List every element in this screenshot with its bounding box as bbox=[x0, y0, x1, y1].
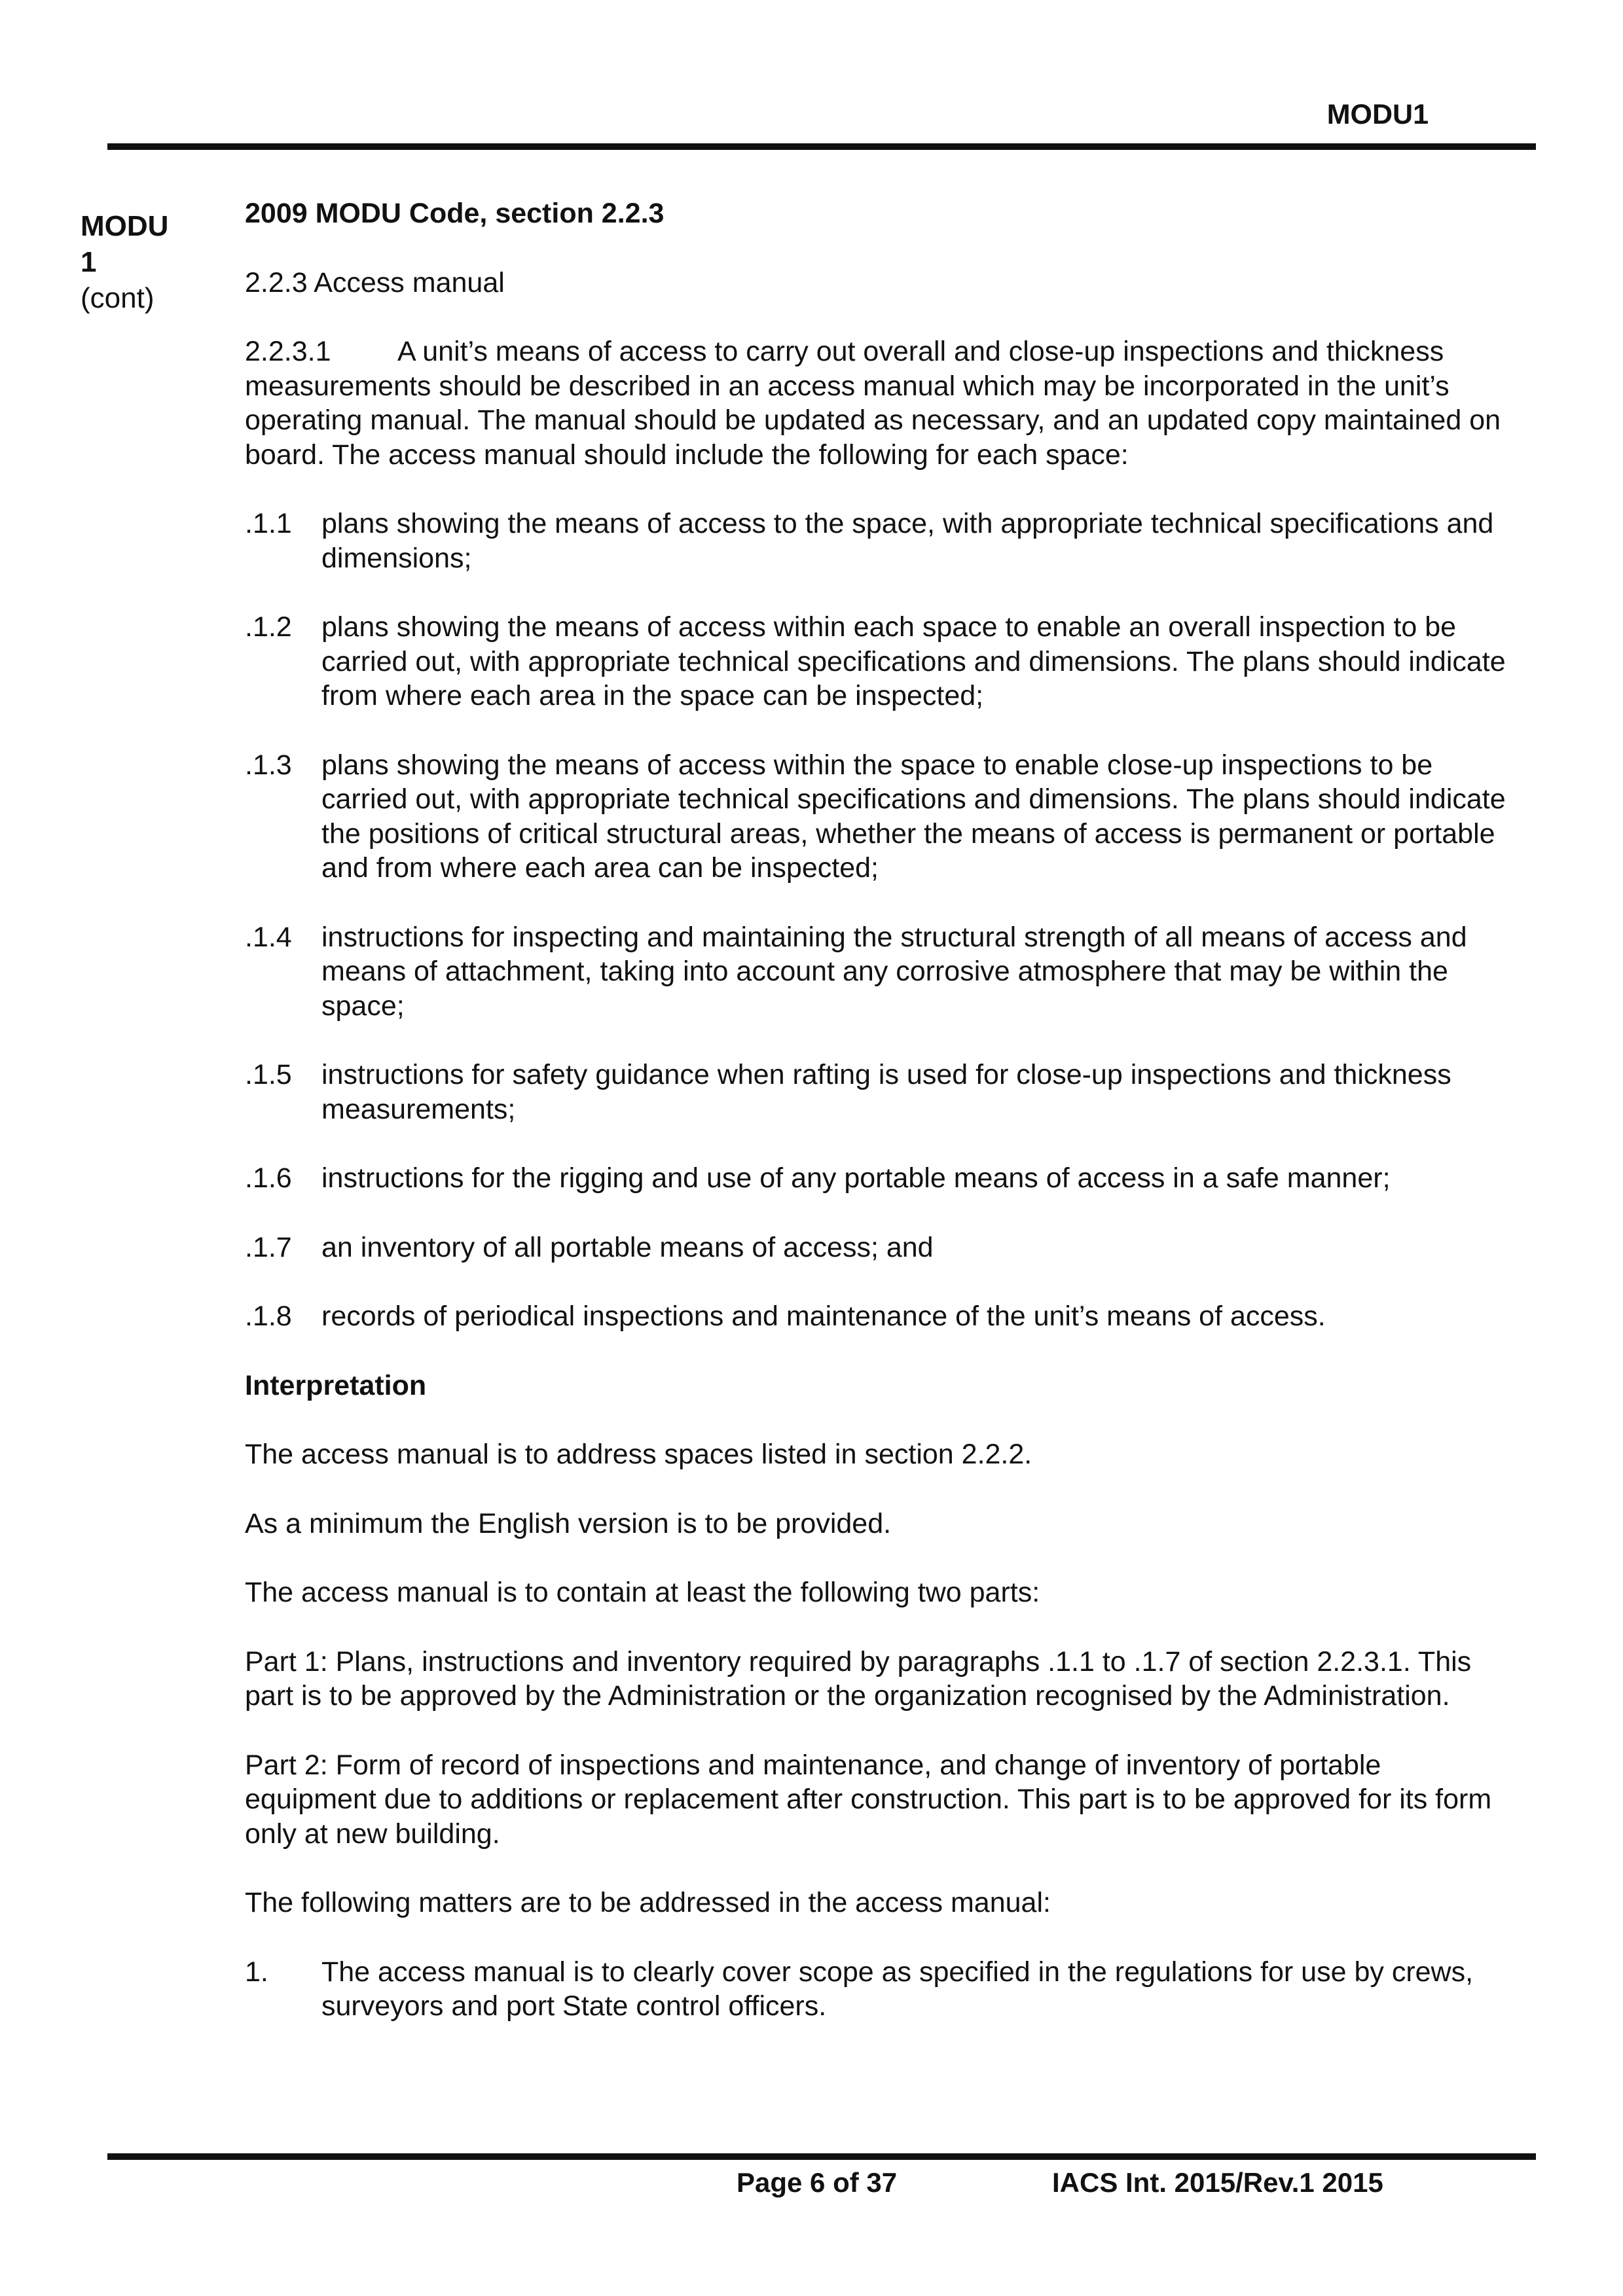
list-item bbox=[245, 507, 1508, 575]
list-item bbox=[245, 1230, 1508, 1265]
list-item-number: .1.4 bbox=[245, 921, 292, 953]
margin-note-line2: 1 bbox=[81, 246, 97, 278]
page-number: Page 6 of 37 bbox=[737, 2167, 898, 2198]
margin-note bbox=[81, 208, 185, 316]
margin-note-line1: MODU bbox=[81, 210, 169, 242]
main-paragraph-number: 2.2.3.1 bbox=[245, 336, 331, 367]
header-rule bbox=[107, 143, 1536, 150]
interpretation-paragraph: As a minimum the English version is to be provided. bbox=[245, 1507, 892, 1539]
margin-note-line3: (cont) bbox=[81, 282, 155, 314]
list-item-text: plans showing the means of access within each space to enable an overall inspection to be carried out, with appropriate technical specifications and dimensions. The plans should indicate from where each area in the space can be inspected; bbox=[321, 611, 1506, 711]
main-paragraph bbox=[245, 334, 1508, 472]
numbered-item-number: 1. bbox=[245, 1956, 268, 1988]
list-item-text: plans showing the means of access within the space to enable close-up inspections to be carried out, with appropriate technical specifications and dimensions. The plans should indicate the positions of critical structural areas, whether the means of access is permanent or portable and from where each area can be inspected; bbox=[321, 749, 1506, 884]
list-item-number: .1.8 bbox=[245, 1300, 292, 1332]
numbered-item-text: The access manual is to clearly cover scope as specified in the regulations for use by crews, surveyors and port State control officers. bbox=[321, 1956, 1474, 2022]
numbered-item bbox=[245, 1955, 1508, 2024]
list-item bbox=[245, 748, 1508, 886]
main-paragraph-text: A unit’s means of access to carry out overall and close-up inspections and thickness measurements should be described in an access manual which may be incorporated in the unit’s operating manual. The manual should be updated as necessary, and an updated copy maintained on board. The access manual should include the following for each space: bbox=[245, 336, 1501, 471]
header-doc-code: MODU1 bbox=[1326, 99, 1429, 130]
footer-rule bbox=[107, 2153, 1536, 2160]
document-body bbox=[245, 196, 1508, 2058]
interpretation-paragraph: The access manual is to contain at least the following two parts: bbox=[245, 1577, 1040, 1608]
list-item-text: records of periodical inspections and maintenance of the unit’s means of access. bbox=[321, 1300, 1326, 1332]
list-item-text: plans showing the means of access to the space, with appropriate technical specifications and dimensions; bbox=[321, 508, 1494, 574]
interpretation-paragraph: The access manual is to address spaces listed in section 2.2.2. bbox=[245, 1439, 1032, 1470]
section-heading: 2009 MODU Code, section 2.2.3 bbox=[245, 198, 665, 229]
list-item bbox=[245, 1299, 1508, 1334]
list-item-number: .1.7 bbox=[245, 1231, 292, 1263]
list-item-text: instructions for inspecting and maintaining the structural strength of all means of access and means of attachment, taking into account any corrosive atmosphere that may be within the space; bbox=[321, 921, 1467, 1022]
list-item-text: instructions for safety guidance when rafting is used for close-up inspections and thickness measurements; bbox=[321, 1059, 1451, 1125]
interpretation-paragraph: Part 2: Form of record of inspections and maintenance, and change of inventory of portable equipment due to additions or replacement after construction. This part is to be approved for its form only at new building. bbox=[245, 1749, 1492, 1850]
document-reference: IACS Int. 2015/Rev.1 2015 bbox=[1052, 2167, 1383, 2198]
interpretation-paragraph: The following matters are to be addressed in the access manual: bbox=[245, 1887, 1051, 1918]
list-item bbox=[245, 1058, 1508, 1126]
list-item bbox=[245, 1161, 1508, 1196]
list-item bbox=[245, 920, 1508, 1024]
interpretation-heading: Interpretation bbox=[245, 1369, 427, 1401]
list-item-number: .1.6 bbox=[245, 1162, 292, 1194]
interpretation-paragraph: Part 1: Plans, instructions and inventory required by paragraphs .1.1 to .1.7 of section 2.2.3.1. This part is to be approved by the Administration or the organization recognised by the Administration. bbox=[245, 1645, 1472, 1712]
subsection-title: 2.2.3 Access manual bbox=[245, 266, 505, 298]
list-item-text: an inventory of all portable means of access; and bbox=[321, 1231, 934, 1263]
list-item-number: .1.5 bbox=[245, 1059, 292, 1090]
list-item-number: .1.3 bbox=[245, 749, 292, 781]
list-item-number: .1.1 bbox=[245, 508, 292, 539]
list-item-number: .1.2 bbox=[245, 611, 292, 643]
list-item bbox=[245, 610, 1508, 713]
list-item-text: instructions for the rigging and use of any portable means of access in a safe manner; bbox=[321, 1162, 1391, 1194]
